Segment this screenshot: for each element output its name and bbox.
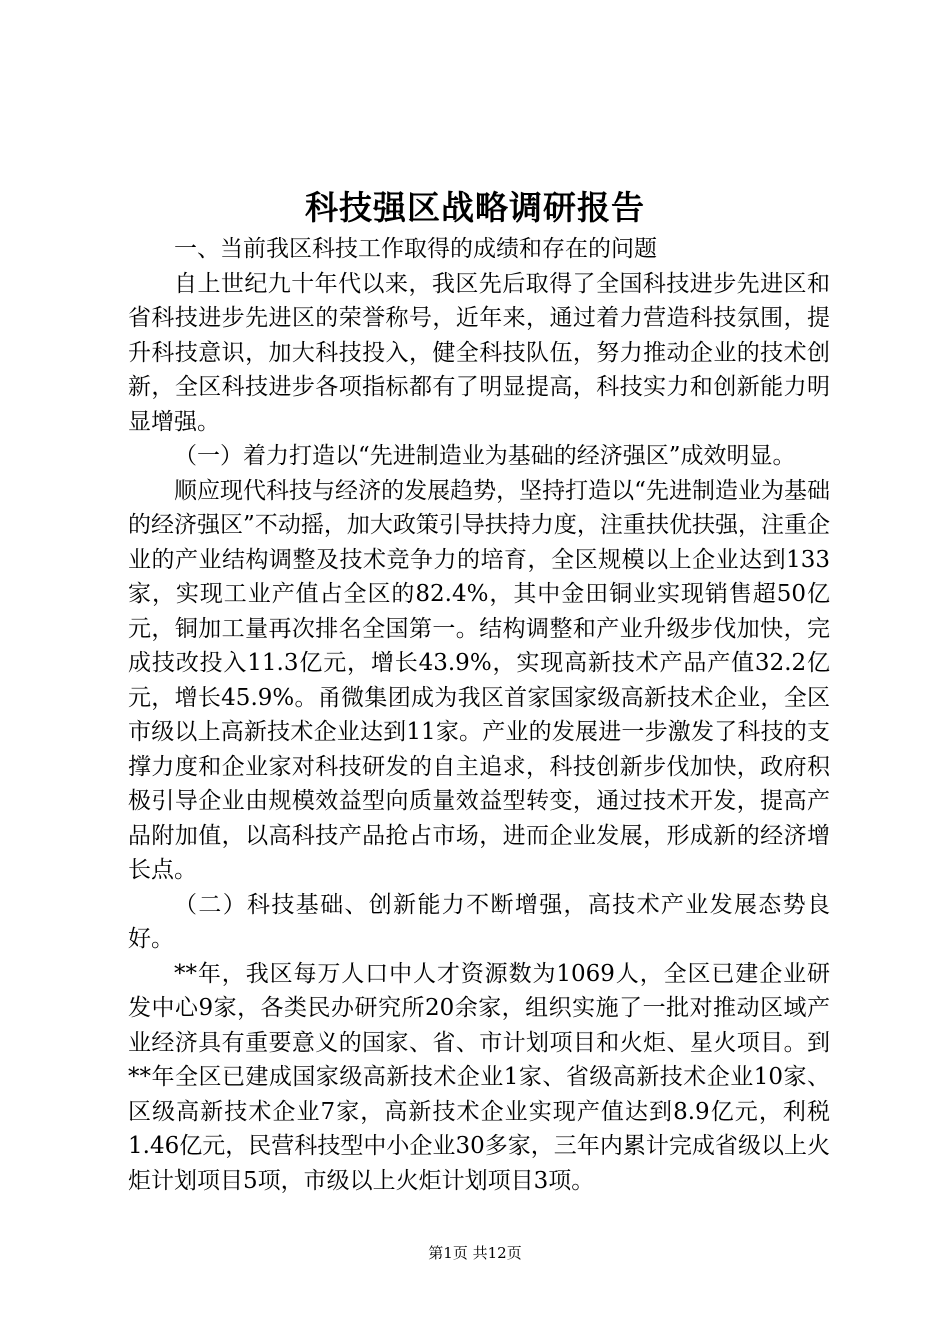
section-heading: 一、当前我区科技工作取得的成绩和存在的问题 bbox=[174, 236, 657, 262]
subsection-heading: （二）科技基础、创新能力不断增强，高技术产业发展态势良好。 bbox=[128, 891, 830, 952]
page-footer: 第1页 共12页 bbox=[428, 1244, 522, 1262]
body-paragraph: **年，我区每万人口中人才资源数为1069人，全区已建企业研发中心9家，各类民办研究所20余家，组织实施了一批对推动区域产业经济具有重要意义的国家、省、市计划项目和火炬、星火项目。到**年全区已建成国家级高新技术企业1家、省级高新技术企业10家、区级高新技术企业7家，高新技术企业实现产值达到8.9亿元，利税1.46亿元，民营科技型中小企业30多家，三年内累计完成省级以上火炬计划项目5项，市级以上火炬计划项目3项。 bbox=[128, 960, 830, 1194]
body-paragraph: 自上世纪九十年代以来，我区先后取得了全国科技进步先进区和省科技进步先进区的荣誉称号，近年来，通过着力营造科技氛围，提升科技意识，加大科技投入，健全科技队伍，努力推动企业的技术创新，全区科技进步各项指标都有了明显提高，科技实力和创新能力明显增强。 bbox=[128, 270, 830, 435]
body-paragraph: 顺应现代科技与经济的发展趋势，坚持打造以“先进制造业为基础的经济强区”不动摇，加大政策引导扶持力度，注重扶优扶强，注重企业的产业结构调整及技术竞争力的培育，全区规模以上企业达到133家，实现工业产值占全区的82.4%，其中金田铜业实现销售超50亿元，铜加工量再次排名全国第一。结构调整和产业升级步伐加快，完成技改投入11.3亿元，增长43.9%，实现高新技术产品产值32.2亿元，增长45.9%。甬微集团成为我区首家国家级高新技术企业，全区市级以上高新技术企业达到11家。产业的发展进一步激发了科技的支撑力度和企业家对科技研发的自主追求，科技创新步伐加快，政府积极引导企业由规模效益型向质量效益型转变，通过技术开发，提高产品附加值，以高科技产品抢占市场，进而企业发展，形成新的经济增长点。 bbox=[128, 477, 830, 883]
subsection-heading: （一）着力打造以“先进制造业为基础的经济强区”成效明显。 bbox=[174, 443, 796, 469]
document-body bbox=[128, 232, 830, 1198]
document-title: 科技强区战略调研报告 bbox=[305, 188, 645, 227]
